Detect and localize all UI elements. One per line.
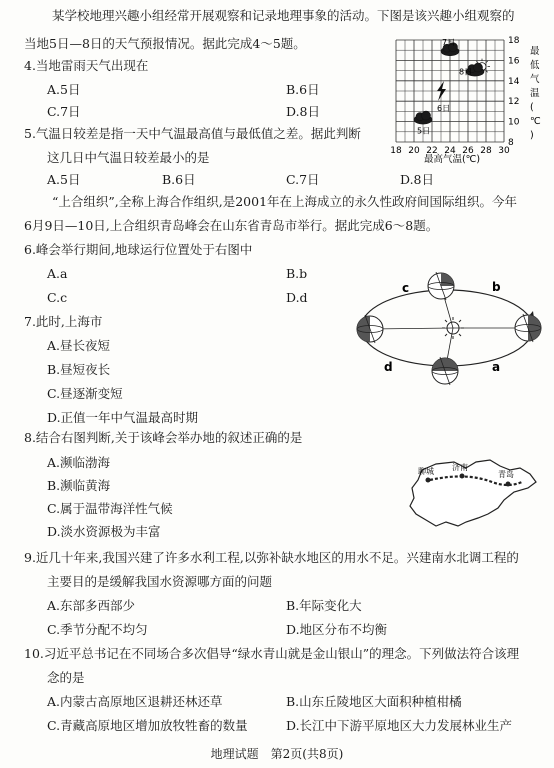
x-tick-label: 28 xyxy=(480,146,492,156)
earth-globe-icon-left xyxy=(357,315,383,343)
orbit-label-a: a xyxy=(492,360,501,374)
y-tick-label: 18 xyxy=(508,36,520,46)
q5-option-d[interactable]: D.8日 xyxy=(400,172,435,187)
q6-stem: 6.峰会举行期间,地球运行位置处于右图中 xyxy=(24,242,253,257)
city-dot-qingdao xyxy=(506,482,511,487)
q9-option-b[interactable]: B.年际变化大 xyxy=(286,598,362,613)
q6-option-a[interactable]: A.a xyxy=(47,266,68,281)
intro2-line2: 6月9日—10日,上合组织青岛峰会在山东省青岛市举行。据此完成6～8题。 xyxy=(24,218,439,233)
city-dot-jinan xyxy=(460,474,465,479)
q7-option-b[interactable]: B.昼短夜长 xyxy=(47,362,111,377)
weather-temperature-chart xyxy=(372,30,552,170)
y-tick-label: 16 xyxy=(508,56,520,67)
q9-stem-line2: 主要目的是缓解我国水资源哪方面的问题 xyxy=(47,574,273,589)
point-label: 8日 xyxy=(459,67,473,77)
x-tick-label: 26 xyxy=(462,146,474,156)
q4-option-b[interactable]: B.6日 xyxy=(286,82,320,97)
x-tick-label: 20 xyxy=(408,146,420,156)
q10-option-c[interactable]: C.青藏高原地区增加放牧牲畜的数量 xyxy=(47,718,248,733)
cloudy-icon xyxy=(414,111,432,124)
orbit-label-d: d xyxy=(384,360,393,374)
earth-globe-icon-right xyxy=(515,314,541,342)
point-label: 7日 xyxy=(442,38,456,48)
q9-option-d[interactable]: D.地区分布不均衡 xyxy=(286,622,388,637)
city-label-jinan: 济南 xyxy=(452,463,468,472)
q5-option-b[interactable]: B.6日 xyxy=(162,172,196,187)
orbit-label-c: c xyxy=(402,281,410,295)
thunderstorm-icon xyxy=(437,81,446,101)
page-footer: 地理试题 第2页(共8页) xyxy=(210,747,344,761)
q9-option-c[interactable]: C.季节分配不均匀 xyxy=(47,622,148,637)
x-tick-label: 18 xyxy=(390,146,402,156)
intro1-line1: 某学校地理兴趣小组经常开展观察和记录地理事象的活动。下图是该兴趣小组观察的 xyxy=(52,8,515,23)
q10-option-d[interactable]: D.长江中下游平原地区大力发展林业生产 xyxy=(286,718,513,733)
q9-option-a[interactable]: A.东部多西部少 xyxy=(47,598,136,613)
point-label: 6日 xyxy=(437,104,451,113)
orbit-label-b: b xyxy=(492,280,501,294)
q5-stem-line2: 这几日中气温日较差最小的是 xyxy=(47,150,210,165)
y-tick-label: 14 xyxy=(508,76,520,87)
shandong-map xyxy=(396,448,546,538)
q5-option-c[interactable]: C.7日 xyxy=(286,172,320,187)
q10-stem-line2: 念的是 xyxy=(47,670,85,685)
point-label: 5日 xyxy=(417,126,431,136)
q4-stem: 4.当地雷雨天气出现在 xyxy=(24,58,149,73)
earth-globe-icon-bottom xyxy=(432,357,458,385)
q6-option-d[interactable]: D.d xyxy=(286,290,308,305)
intro2-line1: “上合组织”,全称上海合作组织,是2001年在上海成立的永久性政府间国际组织。今年 xyxy=(52,194,518,209)
q7-option-c[interactable]: C.昼逐渐变短 xyxy=(47,386,123,401)
x-tick-label: 30 xyxy=(498,146,510,156)
q5-stem-line1: 5.气温日较差是指一天中气温最高值与最低值之差。据此判断 xyxy=(24,126,361,141)
q5-option-a[interactable]: A.5日 xyxy=(47,172,81,187)
earth-orbit-diagram xyxy=(350,272,550,392)
q7-stem: 7.此时,上海市 xyxy=(24,314,103,329)
earth-globe-icon-top xyxy=(428,272,454,300)
q9-stem-line1: 9.近几十年来,我国兴建了许多水利工程,以弥补缺水地区的用水不足。兴建南水北调工程的 xyxy=(24,550,519,565)
q7-option-d[interactable]: D.正值一年中气温最高时期 xyxy=(47,410,199,425)
q10-option-a[interactable]: A.内蒙古高原地区退耕还林还草 xyxy=(47,694,223,709)
q8-option-a[interactable]: A.濒临渤海 xyxy=(47,455,111,470)
q8-stem: 8.结合右图判断,关于该峰会举办地的叙述正确的是 xyxy=(24,430,303,445)
q8-option-b[interactable]: B.濒临黄海 xyxy=(47,478,111,493)
q4-option-c[interactable]: C.7日 xyxy=(47,104,81,119)
y-tick-label: 10 xyxy=(508,117,520,128)
chart-y-axis-label: 最低气温( ℃ ) xyxy=(530,46,541,141)
city-dot-liaocheng xyxy=(426,478,431,483)
q7-option-a[interactable]: A.昼长夜短 xyxy=(47,338,111,353)
q4-option-a[interactable]: A.5日 xyxy=(47,82,81,97)
q8-option-c[interactable]: C.属于温带海洋性气候 xyxy=(47,501,173,516)
y-tick-label: 8 xyxy=(508,138,514,148)
y-tick-label: 12 xyxy=(508,97,520,108)
q6-option-b[interactable]: B.b xyxy=(286,266,308,281)
q8-option-d[interactable]: D.淡水资源极为丰富 xyxy=(47,524,161,539)
intro1-line2: 当地5日—8日的天气预报情况。据此完成4～5题。 xyxy=(24,36,306,51)
x-tick-label: 24 xyxy=(444,146,456,156)
q4-option-d[interactable]: D.8日 xyxy=(286,104,321,119)
chart-x-axis-label: 最高气温(℃) xyxy=(423,154,481,165)
city-label-liaocheng: 聊城 xyxy=(418,467,434,476)
city-label-qingdao: 青岛 xyxy=(498,470,514,479)
q6-option-c[interactable]: C.c xyxy=(47,290,68,305)
q10-stem-line1: 10.习近平总书记在不同场合多次倡导“绿水青山就是金山银山”的理念。下列做法符合该理 xyxy=(24,646,520,661)
q10-option-b[interactable]: B.山东丘陵地区大面积种植柑橘 xyxy=(286,694,462,709)
x-tick-label: 22 xyxy=(426,146,438,156)
